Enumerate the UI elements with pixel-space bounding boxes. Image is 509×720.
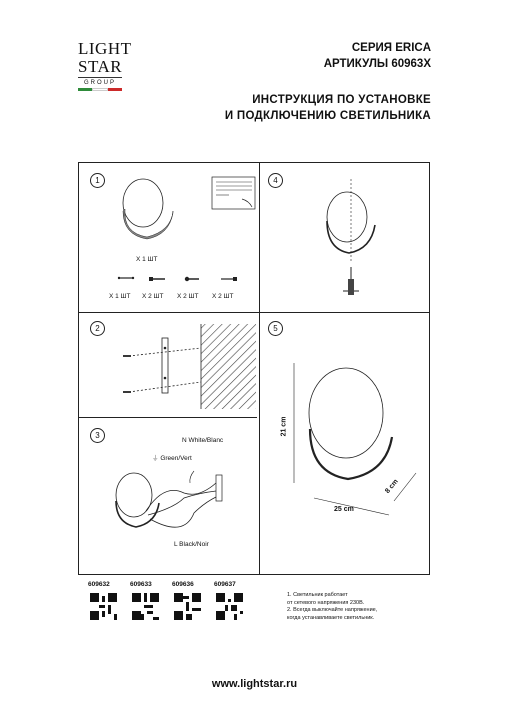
part-qty-2: X 2 ШТ [142, 293, 164, 300]
logo-line-3: GROUP [78, 77, 122, 86]
step-4-illustration [299, 171, 429, 311]
website-url[interactable]: www.lightstar.ru [211, 678, 298, 690]
instruction-title [225, 92, 431, 124]
grid-divider-row1 [79, 312, 429, 313]
l-wire-label: L Black/Noir [174, 541, 209, 548]
grid-divider-vertical [259, 163, 260, 574]
width-dimension: 25 cm [334, 506, 354, 513]
logo-line-2: STAR [78, 57, 123, 76]
ground-wire-text: Green/Vert [160, 455, 192, 462]
qr-code-icon [216, 593, 243, 620]
code-609633: 609633 [130, 581, 152, 588]
brand-logo [78, 39, 132, 91]
step-2-illustration [109, 318, 259, 413]
code-609632: 609632 [88, 581, 110, 588]
code-609636: 609636 [172, 581, 194, 588]
qr-code-icon [132, 593, 159, 620]
logo-line-1: LIGHT [78, 39, 132, 58]
qr-code-icon [90, 593, 117, 620]
title-line-2: И ПОДКЛЮЧЕНИЮ СВЕТИЛЬНИКА [224, 110, 431, 122]
qr-code-icon [174, 593, 201, 620]
note-line-2: от сетевого напряжения 230В. [287, 599, 365, 606]
part-qty-1: X 1 ШТ [109, 293, 131, 300]
step-5-dimensions-illustration [274, 333, 429, 523]
step-1-lamp-qty: X 1 ШТ [136, 256, 158, 263]
title-line-1: ИНСТРУКЦИЯ ПО УСТАНОВКЕ [252, 94, 431, 106]
code-609637: 609637 [214, 581, 236, 588]
note-line-4: когда устанавливаете светильник. [287, 614, 375, 621]
instruction-grid [78, 162, 430, 575]
step-1-badge: 1 [90, 173, 105, 188]
part-qty-4: X 2 ШТ [212, 293, 234, 300]
safety-notes [287, 592, 437, 622]
step-2-badge: 2 [90, 321, 105, 336]
note-line-3: 2. Всегда выключайте напряжение, [287, 607, 378, 613]
step-5-badge: 5 [268, 321, 283, 336]
step-3-wiring-illustration [104, 453, 254, 543]
ground-icon: ⏚ [152, 455, 159, 462]
n-wire-label: N White/Blanc [182, 437, 224, 444]
series-header [324, 40, 431, 72]
step-4-badge: 4 [268, 173, 283, 188]
depth-dimension: 8 cm [384, 478, 400, 495]
series-name: СЕРИЯ ERICA [351, 42, 431, 54]
article-numbers: АРТИКУЛЫ 60963X [323, 58, 431, 70]
height-dimension: 21 cm [280, 416, 288, 437]
part-qty-3: X 2 ШТ [177, 293, 199, 300]
step-3-badge: 3 [90, 428, 105, 443]
grid-divider-row2 [79, 417, 257, 418]
step-1-illustration [109, 171, 259, 311]
note-line-1: 1. Светильник работает [287, 592, 348, 598]
italian-flag-icon [78, 88, 122, 91]
